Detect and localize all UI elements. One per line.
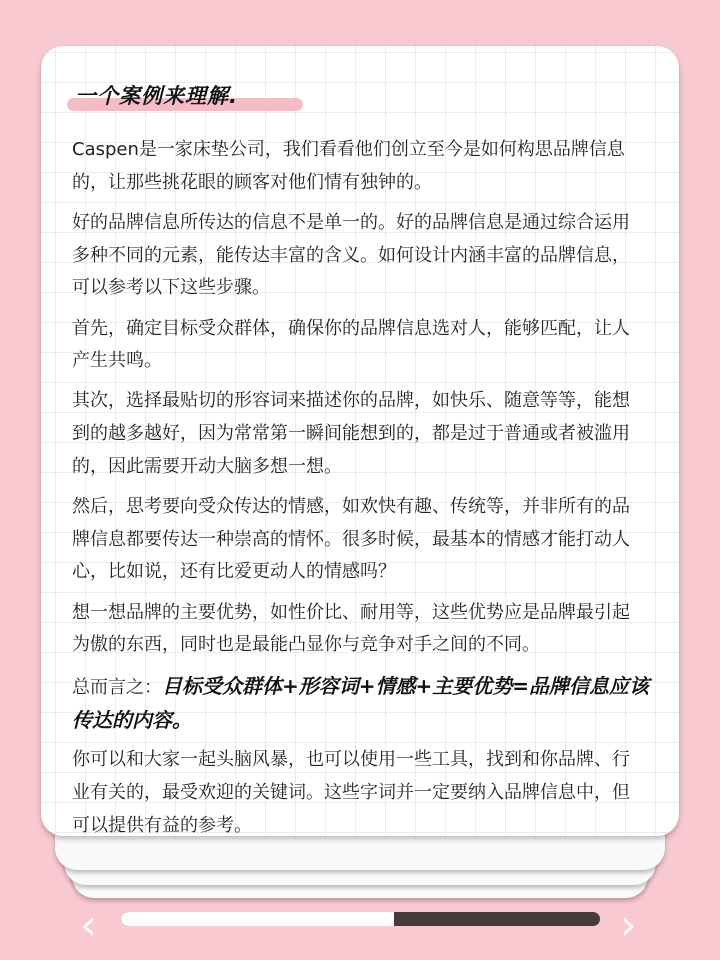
text-line: 的，因此需要开动大脑多想一想。 [72,455,342,477]
paragraph [72,134,672,199]
text-line: 好的品牌信息所传达的信息不是单一的。好的品牌信息是通过综合运用 [72,211,630,233]
article-body [72,134,672,850]
text-line: 的，让那些挑花眼的顾客对他们情有独钟的。 [72,171,432,193]
text-line: 心，比如说，还有比爱更动人的情感吗？ [72,561,396,583]
text-line: 可以参考以下这些步骤。 [72,277,270,299]
page-progress-slider[interactable] [121,912,600,926]
text-line: 你可以和大家一起头脑风暴，也可以使用一些工具，找到和你品牌、行 [72,749,630,771]
summary-prefix: 总而言之： [72,676,162,698]
text-line: 想一想品牌的主要优势，如性价比、耐用等，这些优势应是品牌最引起 [72,601,630,623]
text-line: 其次，选择最贴切的形容词来描述你的品牌，如快乐、随意等等，能想 [72,390,630,412]
paragraph [72,491,672,589]
summary-emphasis: 目标受众群体+形容词+情感+主要优势=品牌信息应该 [162,673,650,698]
paragraph [72,385,672,483]
text-line: 到的越多越好，因为常常第一瞬间能想到的，都是过于普通或者被滥用 [72,423,630,445]
summary-emphasis: 传达的内容。 [72,708,192,733]
note-card [41,46,679,836]
text-line: 可以提供有益的参考。 [72,814,252,836]
title-block [67,80,238,110]
text-line: 为傲的东西，同时也是最能凸显你与竞争对手之间的不同。 [72,634,540,656]
text-line: 首先，确定目标受众群体，确保你的品牌信息选对人，能够匹配，让人 [72,317,630,339]
paragraph [72,207,672,305]
summary-paragraph [72,670,672,737]
progress-fill [121,912,394,926]
text-line: Caspen是一家床垫公司，我们看看他们创立至今是如何构思品牌信息 [72,139,625,160]
page-title: 一个案例来理解. [75,84,238,108]
paragraph [72,313,672,378]
text-line: 业有关的，最受欢迎的关键词。这些字词并一定要纳入品牌信息中，但 [72,782,630,804]
paragraph [72,744,672,842]
paragraph [72,597,672,662]
text-line: 牌信息都要传达一种崇高的情怀。很多时候，最基本的情感才能打动人 [72,528,630,550]
text-line: 产生共鸣。 [72,350,162,372]
prev-arrow-icon[interactable]: ‹ [80,900,97,949]
text-line: 多种不同的元素，能传达丰富的含义。如何设计内涵丰富的品牌信息， [72,244,630,266]
next-arrow-icon[interactable]: › [620,900,637,949]
text-line: 然后，思考要向受众传达的情感，如欢快有趣、传统等，并非所有的品 [72,496,630,518]
